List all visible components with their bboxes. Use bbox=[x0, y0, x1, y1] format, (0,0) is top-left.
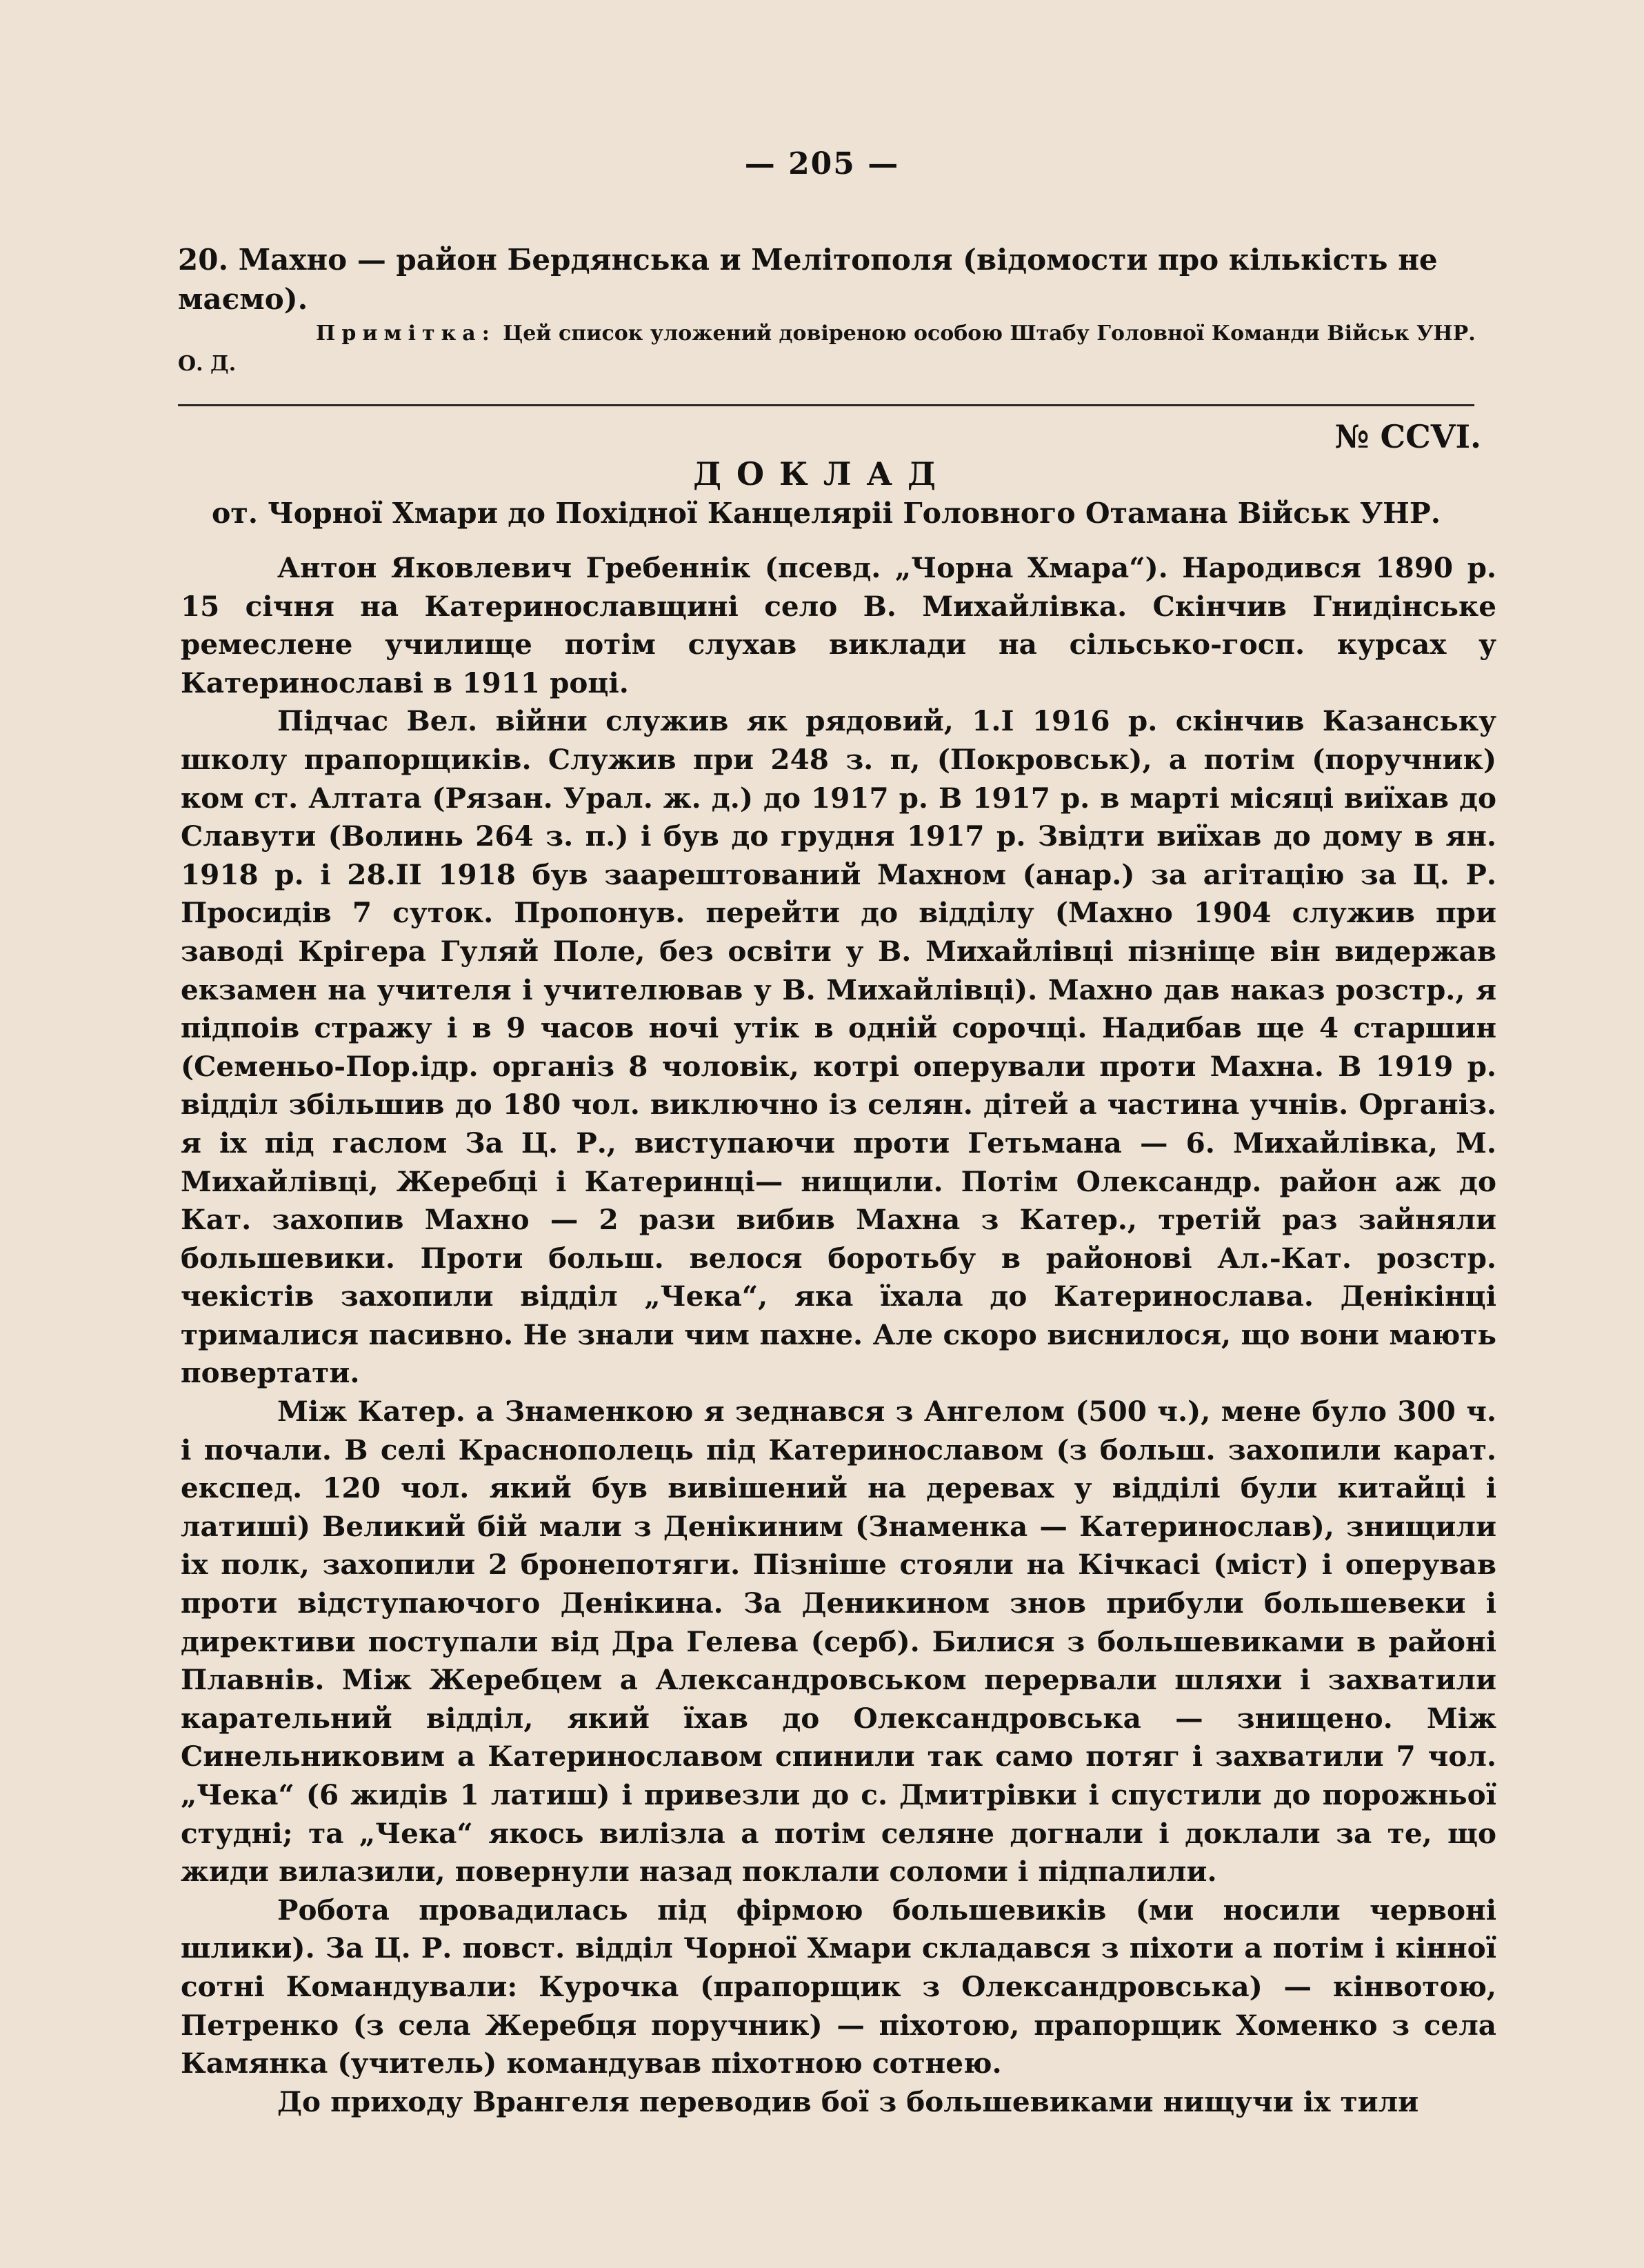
paragraph: Між Катер. а Знаменкою я зеднався з Ангелом (500 ч.), мене було 300 ч. і почали. В селі Краснополець під Катеринославом (з больш. захопили карат. експед. 120 чол. який був вивішений на деревах у відділі були китайці і латиші) Великий бій мали з Денікиним (Знаменка — Катеринослав), знищили іх полк, захопили 2 бронепотяги. Пізніше стояли на Кічкасі (міст) і оперував проти відступаючого Денікина. За Деникином знов прибули большевеки і директиви поступали від Дра Гелева (серб). Билися з большевиками в районі Плавнів. Між Жеребцем а Александровськом перервали шляхи і захватили карательний відділ, який їхав до Олександровська — знищено. Між Синельниковим а Катеринославом спинили так само потяг і захватили 7 чол. „Чека“ (6 жидів 1 латиш) і привезли до с. Дмитрівки і спустили до порожньої студні; та „Чека“ якось вилізла а потім селяне догнали і доклали за те, що жиди вилазили, повернули назад поклали соломи і підпалили. bbox=[181, 1395, 1496, 1889]
note-text: Цей список уложений довіреною особою Штабу Головної Команди Військ УНР. О. Д. bbox=[178, 321, 1476, 376]
footnote bbox=[178, 319, 1481, 379]
note-label: Примітка: bbox=[316, 321, 496, 346]
paragraph: До приходу Врангеля переводив бої з большевиками нищучи іх тили bbox=[277, 2085, 1419, 2118]
document-body bbox=[181, 549, 1496, 2121]
page-number: — 205 — bbox=[744, 146, 900, 181]
paragraph: Антон Яковлевич Гребеннік (псевд. „Чорна Хмара“). Народився 1890 р. 15 січня на Катеринославщині село В. Михайлівка. Скінчив Гнидінське ремеслене училище потім слухав виклади на сільсько-госп. курсах у Катеринославі в 1911 році. bbox=[181, 551, 1496, 699]
document-number: № CCVI. bbox=[1334, 418, 1481, 455]
document-title: ДОКЛАД bbox=[693, 455, 951, 493]
section-divider bbox=[178, 404, 1474, 406]
paragraph: Підчас Вел. війни служив як рядовий, 1.І 1916 р. скінчив Казанську школу прапорщиків. Служив при 248 з. п, (Покровськ), а потім (поручник) ком ст. Алтата (Рязан. Урал. ж. д.) до 1917 р. В 1917 р. в марті місяці виїхав до Славути (Волинь 264 з. п.) і був до грудня 1917 р. Звідти виїхав до дому в ян. 1918 р. і 28.ІІ 1918 був заарештований Махном (анар.) за агітацію за Ц. Р. Просидів 7 суток. Пропонув. перейти до відділу (Махно 1904 служив при заводі Крігера Гуляй Поле, без освіти у В. Михайлівці пізніще він видержав екзамен на учителя і учителював у В. Михайлівці). Махно дав наказ розстр., я підпоів стражу і в 9 часов ночі утік в одній сорочці. Надибав ще 4 старшин (Семеньо-Пор.ідр. організ 8 чоловік, котрі оперували проти Махна. В 1919 р. відділ збільшив до 180 чол. виключно із селян. дітей а частина учнів. Організ. я іх під гаслом За Ц. Р., виступаючи проти Гетьмана — 6. Михайлівка, М. Михайлівці, Жеребці і Катеринці— нищили. Потім Олександр. район аж до Кат. захопив Махно — 2 рази вибив Махна з Катер., третій раз зайняли большевики. Проти больш. велося боротьбу в районові Ал.-Кат. розстр. чекістів захопили відділ „Чека“, яка їхала до Катеринослава. Денікінці трималися пасивно. Не знали чим пахне. Але скоро виснилося, що вони мають повертати. bbox=[181, 704, 1496, 1390]
document-subtitle: от. Чорної Хмари до Похідної Канцеляріі Головного Отамана Військ УНР. bbox=[211, 497, 1441, 530]
list-entry-20: 20. Махно — район Бердянська и Мелітополя (відомости про кількість не маємо). bbox=[178, 243, 1438, 316]
paragraph: Робота провадилась під фірмою большевиків (ми носили червоні шлики). За Ц. Р. повст. відділ Чорної Хмари складався з піхоти а потім і кінної сотні Командували: Курочка (прапорщик з Олександровська) — кінвотою, Петренко (з села Жеребця поручник) — піхотою, прапорщик Хоменко з села Камянка (учитель) командував піхотною сотнею. bbox=[181, 1893, 1496, 2080]
